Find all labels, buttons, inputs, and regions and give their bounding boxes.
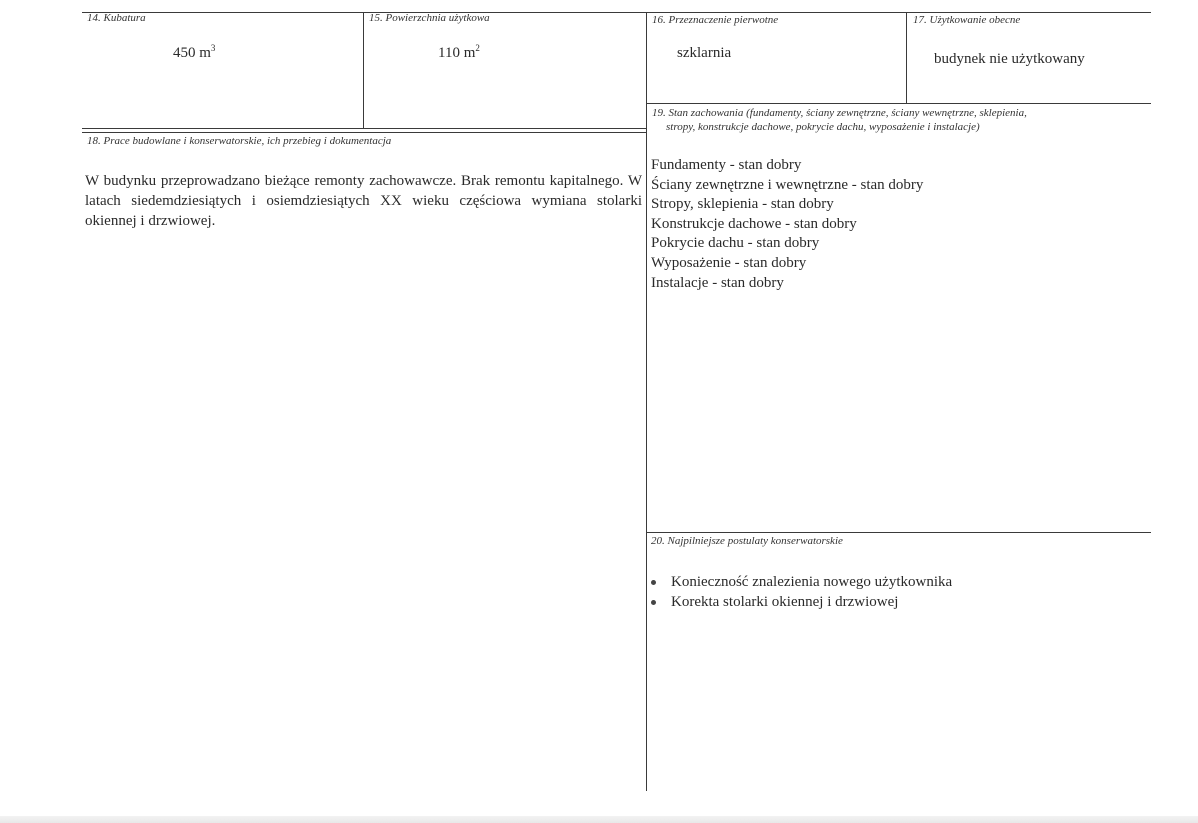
- divider-16-19: [646, 103, 1151, 104]
- stan-item-fundamenty: Fundamenty - stan dobry: [651, 157, 802, 173]
- uzytkowanie-value: budynek nie użytkowany: [934, 51, 1085, 67]
- main-vertical-divider: [646, 12, 647, 791]
- divider-15-18: [82, 128, 646, 129]
- stan-zachowania-label-line2: stropy, konstrukcje dachowe, pokrycie dachu, wyposażenie i instalacje): [666, 121, 980, 133]
- scan-bottom-edge: [0, 816, 1198, 823]
- prace-budowlane-label: 18. Prace budowlane i konserwatorskie, ich przebieg i dokumentacja: [87, 135, 392, 147]
- stan-item-konstrukcje: Konstrukcje dachowe - stan dobry: [651, 215, 857, 232]
- powierzchnia-value: [438, 43, 480, 62]
- stan-item-stropy: Stropy, sklepienia - stan dobry: [651, 196, 834, 213]
- powierzchnia-value-text: 110 m: [438, 45, 476, 61]
- stan-item-sciany: Ściany zewnętrzne i wewnętrzne - stan dobry: [651, 176, 924, 193]
- stan-item-wyposazenie: Wyposażenie - stan dobry: [651, 254, 807, 271]
- divider-14-15: [363, 12, 364, 128]
- divider-16-17: [906, 12, 907, 103]
- divider-19-20: [646, 532, 1151, 533]
- bullet-icon: [651, 600, 656, 605]
- bullet-icon: [651, 580, 656, 585]
- divider-18-top: [82, 132, 646, 133]
- przeznaczenie-label: 16. Przeznaczenie pierwotne: [652, 14, 779, 26]
- stan-zachowania-list: [651, 156, 923, 293]
- postulat-item: [649, 572, 952, 592]
- kubatura-label: 14. Kubatura: [87, 12, 146, 24]
- kubatura-unit-exponent: 3: [210, 43, 216, 53]
- top-border-line: [82, 12, 1151, 13]
- postulat-item: [649, 592, 952, 612]
- stan-item-instalacje: Instalacje - stan dobry: [651, 274, 784, 291]
- kubatura-value-text: 450 m: [173, 45, 211, 61]
- stan-item-pokrycie: Pokrycie dachu - stan dobry: [651, 235, 820, 252]
- prace-budowlane-text: W budynku przeprowadzano bieżące remonty zachowawcze. Brak remontu kapitalnego. W latach siedemdziesiątych i osiemdziesiątych XX wieku częściowa wymiana stolarki okiennej i drzwiowej.: [85, 173, 642, 229]
- uzytkowanie-label: 17. Użytkowanie obecne: [913, 14, 1021, 26]
- stan-zachowania-label-line1: 19. Stan zachowania (fundamenty, ściany zewnętrzne, ściany wewnętrzne, sklepienia,: [652, 107, 1027, 119]
- przeznaczenie-value: szklarnia: [677, 45, 732, 61]
- kubatura-value: [173, 43, 215, 62]
- postulat-item-text: Korekta stolarki okiennej i drzwiowej: [671, 594, 899, 610]
- powierzchnia-label: 15. Powierzchnia użytkowa: [369, 12, 490, 24]
- powierzchnia-unit-exponent: 2: [475, 43, 480, 53]
- postulaty-label: 20. Najpilniejsze postulaty konserwatorskie: [651, 535, 843, 547]
- stan-zachowania-label: [652, 106, 1147, 134]
- postulat-item-text: Konieczność znalezienia nowego użytkownika: [671, 574, 953, 590]
- postulaty-list: [649, 572, 952, 612]
